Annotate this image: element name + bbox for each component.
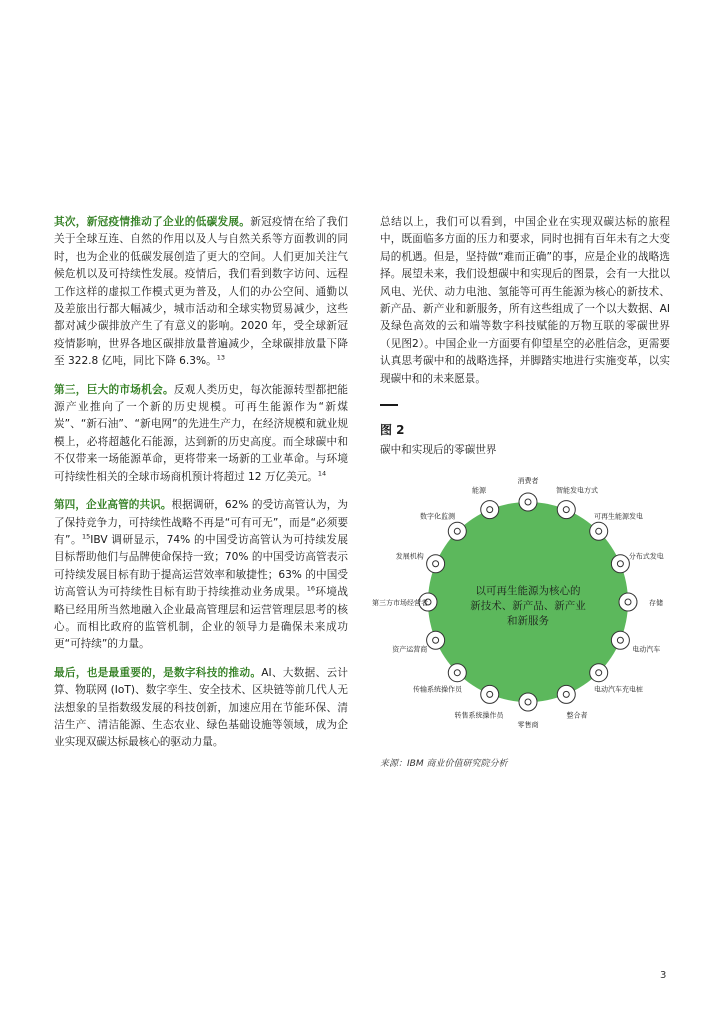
charger-icon (590, 664, 608, 682)
node-label: 第三方市场经营者 (372, 599, 428, 607)
node-label: 分布式发电 (628, 552, 664, 561)
solar-icon (611, 555, 629, 573)
footnote-13: 13 (216, 353, 225, 362)
paragraph-covid (54, 214, 348, 371)
figure-title: 碳中和实现后的零碳世界 (380, 444, 497, 456)
left-column (54, 214, 348, 763)
cart-icon (519, 693, 537, 711)
diagram-node (556, 485, 598, 518)
tower-icon (448, 664, 466, 682)
diagram-node (413, 664, 466, 694)
center-text-line2: 新技术、新产品、新产业 (470, 600, 586, 612)
paragraph-digital (54, 665, 348, 752)
diagram-node (557, 685, 587, 719)
diagram-node (392, 631, 444, 653)
node-label: 整合者 (566, 711, 588, 720)
zero-carbon-diagram (372, 470, 682, 735)
page-number: 3 (660, 970, 667, 981)
diagram-node (396, 551, 445, 572)
diagram-node (518, 693, 539, 729)
node-label: 消费者 (517, 477, 539, 485)
footnote-16: 16 (306, 584, 316, 593)
diagram-node (619, 593, 663, 611)
node-label: 智能发电方式 (555, 486, 598, 495)
paragraph-executives (54, 497, 348, 654)
body-executives: 根据调研，62% 的受访高管认为，为了保持竞争力，可持续性战略不再是“可有可无”，而是“必须要有”。 (54, 499, 348, 546)
diagram-node (590, 512, 643, 541)
lead-covid: 其次，新冠疫情推动了企业的低碳发展。 (54, 216, 251, 228)
monitor-icon (448, 522, 466, 540)
diagram-node (372, 593, 437, 611)
node-label: 存储 (649, 599, 663, 607)
person-icon (519, 493, 537, 511)
lead-digital: 最后，也是最重要的，是数字科技的推动。 (54, 666, 262, 679)
node-label: 数字化监测 (419, 512, 455, 521)
body-executives-2: IBV 调研显示，74% 的中国受访高管认为可持续发展目标帮助他们与品牌使命保持一致；70% 的中国受访高管表示可持续发展目标有助于提高运营效率和敏捷性；63% 的中国受访高管认为可持续性目标有助于持续推动业务成果。 (54, 533, 349, 599)
node-label: 转售系统操作员 (454, 711, 504, 720)
node-label: 能源 (472, 486, 487, 495)
car-icon (611, 631, 629, 649)
diagram-node (590, 664, 643, 694)
body-covid: 新冠疫情在给了我们关于全球互连、自然的作用以及人与自然关系等方面教训的同时，也为企业的低碳发展创造了更大的空间。人们更加关注气候危机以及可持续性发展。疫情后，我们看到数字访问、远程工作这样的虚拟工作模式更为普及，人们的办公空间、通勤以及差旅出行都大幅减少，城市活动和全球实物贸易减少，这些都对减少碳排放产生了有意义的影响。2020 年，受全球新冠疫情影响，世界各地区碳排放量普遍减少，全球碳排放量下降至 322.8 亿吨，同比下降 6.3%。 (54, 216, 348, 368)
lead-executives: 第四，企业高管的共识。 (54, 499, 172, 512)
node-label: 传输系统操作员 (412, 685, 462, 694)
diagram-node (472, 485, 499, 518)
node-label: 零售商 (517, 721, 539, 729)
body-market: 反观人类历史，每次能源转型都把能源产业推向了一个新的历史规模。可再生能源作为“新煤炭”、“新石油”、“新电网”的先进生产力，在经济规模和就业规模上，必将超越化石能源，达到新的历史高度。而全球碳中和不仅带来一场能源革命，更将带来一场新的工业革命。与环境可持续性相关的全球市场商机预计将超过 12 万亿美元。 (54, 383, 349, 483)
lead-market: 第三，巨大的市场机会。 (54, 383, 174, 396)
footnote-14: 14 (317, 469, 327, 478)
paragraph-market (54, 382, 348, 486)
hub-icon (557, 685, 575, 703)
diagram-node (518, 476, 539, 511)
footnote-15: 15 (82, 532, 91, 541)
center-text-line1: 以可再生能源为核心的 (475, 585, 581, 597)
node-label: 电动汽车 (632, 645, 661, 654)
node-label: 资产运营商 (392, 645, 428, 654)
wave-icon (557, 501, 575, 519)
grid-icon (481, 685, 499, 703)
body-digital: AI、大数据、云计算、物联网 (IoT)、数字孪生、安全技术、区块链等前几代人无法想象的呈指数级发展的科技创新，加速应用在节能环保、清洁生产、清洁能源、生态农业、绿色基础设施等领域，成为企业实现双碳达标最核心的驱动力量。 (54, 666, 348, 749)
body-executives-3: 环境战略已经用所当然地融入企业最高管理层和运营管理层思考的核心。而相比政府的监管机制，企业的领导力是确保未来成功更“可持续”的力量。 (54, 586, 348, 651)
figure-label: 图 2 (380, 423, 405, 437)
figure-divider (380, 404, 398, 406)
right-column (380, 214, 670, 399)
gear-icon (427, 631, 445, 649)
building-icon (427, 555, 445, 573)
diagram-node (455, 685, 505, 719)
node-label: 可再生能源发电 (594, 512, 644, 521)
node-label: 发展机构 (395, 552, 424, 561)
turbine-icon (590, 522, 608, 540)
paragraph-summary: 总结以上，我们可以看到，中国企业在实现双碳达标的旅程中，既面临多方面的压力和要求，同时也拥有百年未有之大变局的机遇。但是，坚持做“难而正确”的事，应是企业的战略选择。展望未来，我们设想碳中和实现后的图景，会有一大批以风电、光伏、动力电池、氢能等可再生能源为核心的新技术、新产品、新产业和新服务，所有这些组成了一个以大数据、AI及绿色高效的云和端等数字科技赋能的万物互联的零碳世界（见图2）。中国企业一方面要有仰望星空的必胜信念，更需要认真思考碳中和的战略选择，并脚踏实地进行实施变革，以实现碳中和的未来愿景。 (380, 216, 670, 385)
battery-icon (619, 593, 637, 611)
node-label: 电动汽车充电桩 (594, 685, 644, 694)
diagram-node (611, 631, 660, 653)
diagram-node (420, 512, 466, 541)
center-text-line3: 和新服务 (507, 615, 549, 627)
bolt-icon (481, 501, 499, 519)
figure-source: 来源：IBM 商业价值研究院分析 (380, 759, 508, 769)
diagram-node (611, 551, 663, 572)
